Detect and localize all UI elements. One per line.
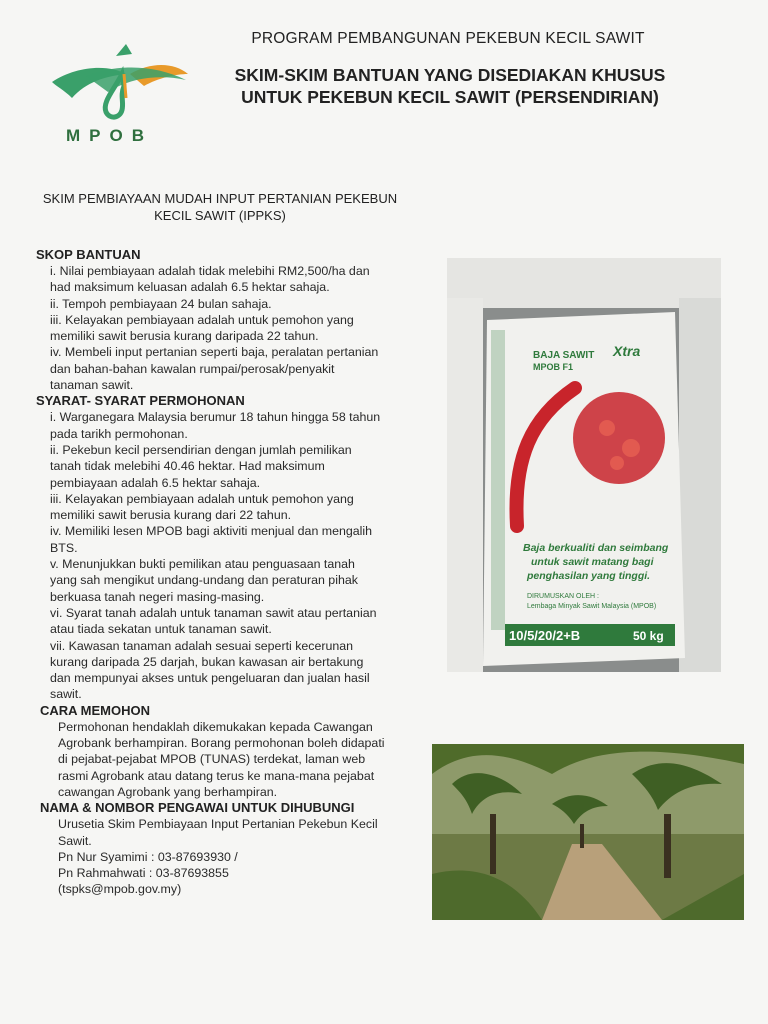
bag-tagline-3: penghasilan yang tinggi. <box>527 570 651 582</box>
bag-brand: BAJA SAWIT <box>533 350 595 361</box>
hubungi-heading: NAMA & NOMBOR PENGAWAI UNTUK DIHUBUNGI <box>40 800 355 816</box>
contact-email: (tspks@mpob.gov.my) <box>58 882 182 897</box>
skop-list <box>36 263 426 393</box>
hubungi-line: Urusetia Skim Pembiayaan Input Pertanian Pekebun Kecil <box>58 817 378 832</box>
syarat-line: sawit. <box>50 687 82 702</box>
skop-line: ii. Tempoh pembiayaan 24 bulan sahaja. <box>50 296 272 311</box>
syarat-heading: SYARAT- SYARAT PERMOHONAN <box>36 393 245 409</box>
syarat-list <box>36 409 426 702</box>
cara-line: Permohonan hendaklah dikemukakan kepada Cawangan <box>58 719 373 734</box>
syarat-line: memiliki sawit berusia kurang dari 22 tahun. <box>50 508 292 523</box>
hubungi-text <box>36 816 426 897</box>
logo-text: MPOB <box>66 126 153 145</box>
skop-line: iii. Kelayakan pembiayaan adalah untuk pemohon yang <box>50 312 354 327</box>
section-title-line-2: KECIL SAWIT (IPPKS) <box>154 208 286 223</box>
title-line-1: SKIM-SKIM BANTUAN YANG DISEDIAKAN KHUSUS <box>234 65 666 85</box>
cara-line: Agrobank berhampiran. Borang permohonan boleh didapati <box>58 736 385 751</box>
plantation-photo <box>432 744 744 920</box>
bag-made-by-org: Lembaga Minyak Sawit Malaysia (MPOB) <box>527 603 657 610</box>
syarat-line: pada tarikh permohonan. <box>50 426 188 441</box>
skop-line: had maksimum keluasan adalah 6.5 hektar sahaja. <box>50 280 330 295</box>
section-title <box>20 190 420 224</box>
contact-1: Pn Nur Syamimi : 03-87693930 / <box>58 849 238 864</box>
bag-xtra: Xtra <box>613 343 641 359</box>
skop-heading: SKOP BANTUAN <box>36 247 141 262</box>
syarat-line: vii. Kawasan tanaman adalah sesuai seperti kecerunan <box>50 638 354 653</box>
cara-line: di pejabat-pejabat MPOB (TUNAS) terdekat, laman web <box>58 752 366 767</box>
skop-line: i. Nilai pembiayaan adalah tidak melebihi RM2,500/ha dan <box>50 264 370 278</box>
syarat-line: ii. Pekebun kecil persendirian dengan jumlah pemilikan <box>50 442 352 457</box>
program-name: PROGRAM PEMBANGUNAN PEKEBUN KECIL SAWIT <box>251 30 645 47</box>
bag-weight: 50 kg <box>633 629 664 643</box>
title-line-2: UNTUK PEKEBUN KECIL SAWIT (PERSENDIRIAN) <box>241 87 659 107</box>
cara-heading: CARA MEMOHON <box>40 702 151 718</box>
syarat-line: berkuasa tanah negeri masing-masing. <box>50 589 265 604</box>
syarat-line: pembiayaan adalah 6.5 hektar sahaja. <box>50 475 261 490</box>
bag-tagline-1: Baja berkualiti dan seimbang <box>523 542 669 554</box>
contact-2: Pn Rahmahwati : 03-87693855 <box>58 866 229 881</box>
syarat-line: v. Menunjukkan bukti pemilikan atau penguasaan tanah <box>50 557 355 572</box>
syarat-line: vi. Syarat tanah adalah untuk tanaman sawit atau pertanian <box>50 605 377 620</box>
cara-text <box>36 719 426 800</box>
page-title <box>205 64 695 108</box>
fertilizer-bag-photo <box>447 258 721 672</box>
skop-line: iv. Membeli input pertanian seperti baja, peralatan pertanian <box>50 345 379 360</box>
cara-line: cawangan Agrobank yang berhampiran. <box>58 784 278 799</box>
scheme-details <box>36 247 426 898</box>
syarat-line: kurang daripada 25 darjah, bukan kawasan air bertakung <box>50 654 364 669</box>
hubungi-line: Sawit. <box>58 833 92 848</box>
section-title-line-1: SKIM PEMBIAYAAN MUDAH INPUT PERTANIAN PEKEBUN <box>42 191 398 206</box>
syarat-line: tanah tidak melebihi 40.46 hektar. Had maksimum <box>50 459 325 474</box>
bag-formula: 10/5/20/2+B <box>509 628 581 643</box>
syarat-line: i. Warganegara Malaysia berumur 18 tahun hingga 58 tahun <box>50 410 381 425</box>
bag-tagline-2: untuk sawit matang bagi <box>531 556 654 568</box>
skop-line: memiliki sawit berusia kurang daripada 22 tahun. <box>50 329 319 344</box>
syarat-line: iii. Kelayakan pembiayaan adalah untuk pemohon yang <box>50 491 354 506</box>
syarat-line: yang sah mengikut undang-undang dan peraturan pihak <box>50 573 358 588</box>
skop-line: dan bahan-bahan kawalan rumpai/perosak/penyakit <box>50 361 335 376</box>
syarat-line: atau tiada sekatan untuk tanaman sawit. <box>50 622 272 637</box>
cara-line: rasmi Agrobank atau datang terus ke mana-mana pejabat <box>58 768 375 783</box>
syarat-line: iv. Memiliki lesen MPOB bagi aktiviti menjual dan mengalih <box>50 524 373 539</box>
skop-line: tanaman sawit. <box>50 378 134 393</box>
syarat-line: BTS. <box>50 540 78 555</box>
bag-brand-sub: MPOB F1 <box>533 362 574 372</box>
syarat-line: dan mempunyai akses untuk pengeluaran dan jualan hasil <box>50 671 370 686</box>
bag-made-by: DIRUMUSKAN OLEH : <box>527 593 599 600</box>
